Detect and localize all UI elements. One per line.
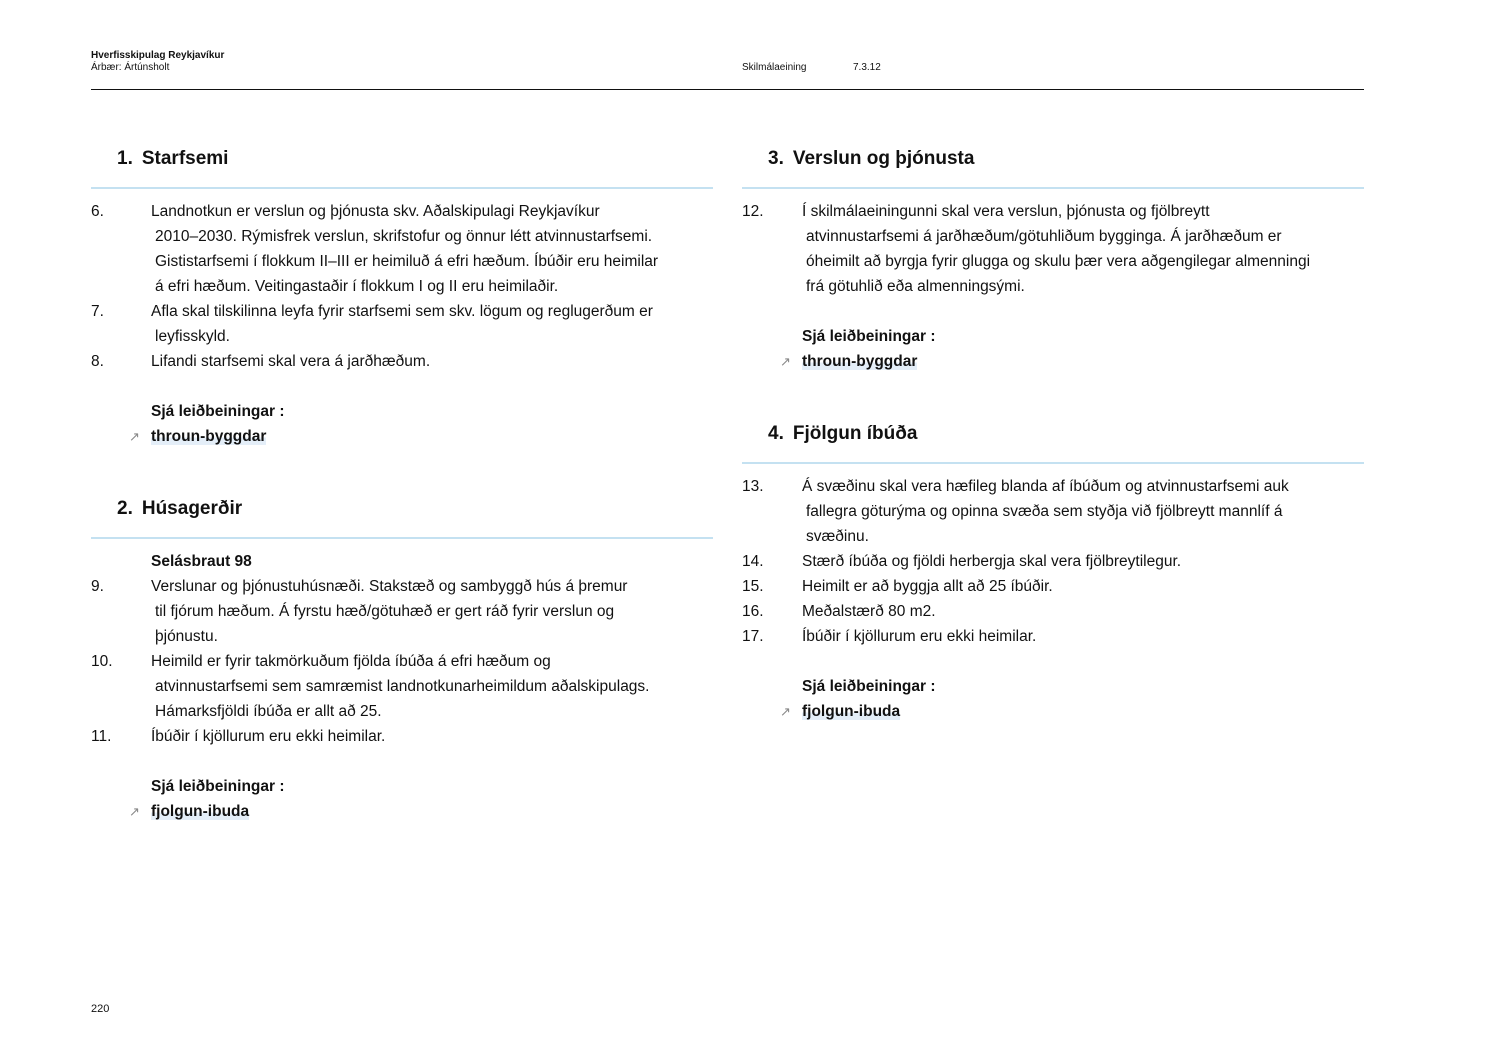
item-number: 14. xyxy=(742,553,764,570)
item-text-line: leyfisskyld. xyxy=(155,328,230,345)
list-item xyxy=(91,649,713,724)
item-text-line: Hámarksfjöldi íbúða er allt að 25. xyxy=(155,703,382,720)
item-text-line: Afla skal tilskilinna leyfa fyrir starfsemi sem skv. lögum og reglugerðum er xyxy=(151,303,653,320)
section xyxy=(91,147,713,449)
section-number: 2. xyxy=(117,498,133,519)
item-number: 8. xyxy=(91,353,104,370)
header-divider xyxy=(91,89,1364,90)
item-text-line: Íbúðir í kjöllurum eru ekki heimilar. xyxy=(802,628,1037,645)
item-number: 17. xyxy=(742,628,764,645)
arrow-up-right-icon: ↗ xyxy=(780,704,791,719)
section xyxy=(742,147,1364,374)
section-divider xyxy=(91,187,713,189)
list-item xyxy=(91,724,713,749)
list-item xyxy=(742,599,1364,624)
list-item xyxy=(91,199,713,299)
list-item xyxy=(91,574,713,649)
item-text-line: Verslunar og þjónustuhúsnæði. Stakstæð og sambyggð hús á þremur xyxy=(151,578,628,595)
see-guidelines-label: Sjá leiðbeiningar : xyxy=(802,678,936,695)
list-item xyxy=(91,299,713,349)
section-divider xyxy=(742,187,1364,189)
section-body xyxy=(742,474,1364,724)
item-text-line: frá götuhlið eða almenningsými. xyxy=(806,278,1025,295)
list-item xyxy=(742,549,1364,574)
list-item xyxy=(742,474,1364,549)
page-number: 220 xyxy=(91,1003,110,1015)
section-divider xyxy=(742,462,1364,464)
item-number: 9. xyxy=(91,578,104,595)
see-guidelines-label: Sjá leiðbeiningar : xyxy=(151,403,285,420)
item-number: 11. xyxy=(91,728,112,745)
section-number: 1. xyxy=(117,148,133,169)
section-heading xyxy=(742,147,1364,171)
item-number: 16. xyxy=(742,603,764,620)
section xyxy=(91,497,713,824)
item-text-line: Heimild er fyrir takmörkuðum fjölda íbúða á efri hæðum og xyxy=(151,653,551,670)
item-text-line: Í skilmálaeiningunni skal vera verslun, þjónusta og fjölbreytt xyxy=(802,203,1210,220)
item-number: 15. xyxy=(742,578,764,595)
arrow-up-right-icon: ↗ xyxy=(129,429,140,444)
document-title: Hverfisskipulag Reykjavíkur xyxy=(91,50,225,61)
spacer xyxy=(91,749,713,774)
section-divider xyxy=(91,537,713,539)
guideline-link[interactable]: fjolgun-ibuda xyxy=(151,803,250,820)
section-title: Starfsemi xyxy=(141,148,229,169)
section-heading xyxy=(742,422,1364,446)
list-item xyxy=(742,574,1364,599)
item-text-line: Heimilt er að byggja allt að 25 íbúðir. xyxy=(802,578,1053,595)
item-text-line: til fjórum hæðum. Á fyrstu hæð/götuhæð er gert ráð fyrir verslun og xyxy=(155,603,615,620)
see-guidelines-label: Sjá leiðbeiningar : xyxy=(151,778,285,795)
item-text-line: svæðinu. xyxy=(806,528,869,545)
section-body xyxy=(91,199,713,449)
spacer xyxy=(742,299,1364,324)
section-label: Skilmálaeining xyxy=(742,62,807,73)
list-item xyxy=(91,349,713,374)
item-text-line: fallegra göturýma og opinna svæða sem styðja við fjölbreytt mannlíf á xyxy=(806,503,1283,520)
arrow-up-right-icon: ↗ xyxy=(129,804,140,819)
section-title: Fjölgun íbúða xyxy=(792,423,918,444)
item-text-line: Lifandi starfsemi skal vera á jarðhæðum. xyxy=(151,353,431,370)
section-title: Húsagerðir xyxy=(141,498,243,519)
section-number: 3. xyxy=(768,148,784,169)
item-text-line: Á svæðinu skal vera hæfileg blanda af íbúðum og atvinnustarfsemi auk xyxy=(802,478,1289,495)
section-body xyxy=(91,549,713,824)
item-number: 6. xyxy=(91,203,104,220)
item-text-line: Meðalstærð 80 m2. xyxy=(802,603,936,620)
section-number: 4. xyxy=(768,423,784,444)
guideline-link-row xyxy=(742,349,1364,374)
item-number: 13. xyxy=(742,478,764,495)
item-number: 7. xyxy=(91,303,104,320)
section-body xyxy=(742,199,1364,374)
section-code: 7.3.12 xyxy=(853,62,881,73)
item-text-line: á efri hæðum. Veitingastaðir í flokkum I og II eru heimilaðir. xyxy=(155,278,559,295)
guideline-link-row xyxy=(91,799,713,824)
item-text-line: Landnotkun er verslun og þjónusta skv. Aðalskipulagi Reykjavíkur xyxy=(151,203,600,220)
arrow-up-right-icon: ↗ xyxy=(780,354,791,369)
item-text-line: Gististarfsemi í flokkum II–III er heimiluð á efri hæðum. Íbúðir eru heimilar xyxy=(155,253,659,270)
guideline-link-row xyxy=(91,424,713,449)
item-text-line: Stærð íbúða og fjöldi herbergja skal vera fjölbreytilegur. xyxy=(802,553,1182,570)
spacer xyxy=(91,374,713,399)
section-heading xyxy=(91,497,713,521)
subheading: Selásbraut 98 xyxy=(151,553,252,570)
item-text-line: þjónustu. xyxy=(155,628,218,645)
section-title: Verslun og þjónusta xyxy=(792,148,975,169)
list-item xyxy=(742,199,1364,299)
item-text-line: 2010–2030. Rýmisfrek verslun, skrifstofur og önnur létt atvinnustarfsemi. xyxy=(155,228,653,245)
item-text-line: atvinnustarfsemi á jarðhæðum/götuhliðum bygginga. Á jarðhæðum er xyxy=(806,228,1282,245)
guideline-link[interactable]: throun-byggdar xyxy=(802,353,918,370)
document-subtitle: Árbær: Ártúnsholt xyxy=(91,62,170,73)
item-text-line: óheimilt að byrgja fyrir glugga og skulu þær vera aðgengilegar almenningi xyxy=(806,253,1311,270)
item-number: 10. xyxy=(91,653,113,670)
guideline-link[interactable]: throun-byggdar xyxy=(151,428,267,445)
item-text-line: Íbúðir í kjöllurum eru ekki heimilar. xyxy=(151,728,386,745)
item-text-line: atvinnustarfsemi sem samræmist landnotkunarheimildum aðalskipulags. xyxy=(155,678,650,695)
see-guidelines-label: Sjá leiðbeiningar : xyxy=(802,328,936,345)
guideline-link[interactable]: fjolgun-ibuda xyxy=(802,703,901,720)
item-number: 12. xyxy=(742,203,764,220)
list-item xyxy=(742,624,1364,649)
spacer xyxy=(742,649,1364,674)
section-heading xyxy=(91,147,713,171)
guideline-link-row xyxy=(742,699,1364,724)
section xyxy=(742,422,1364,724)
